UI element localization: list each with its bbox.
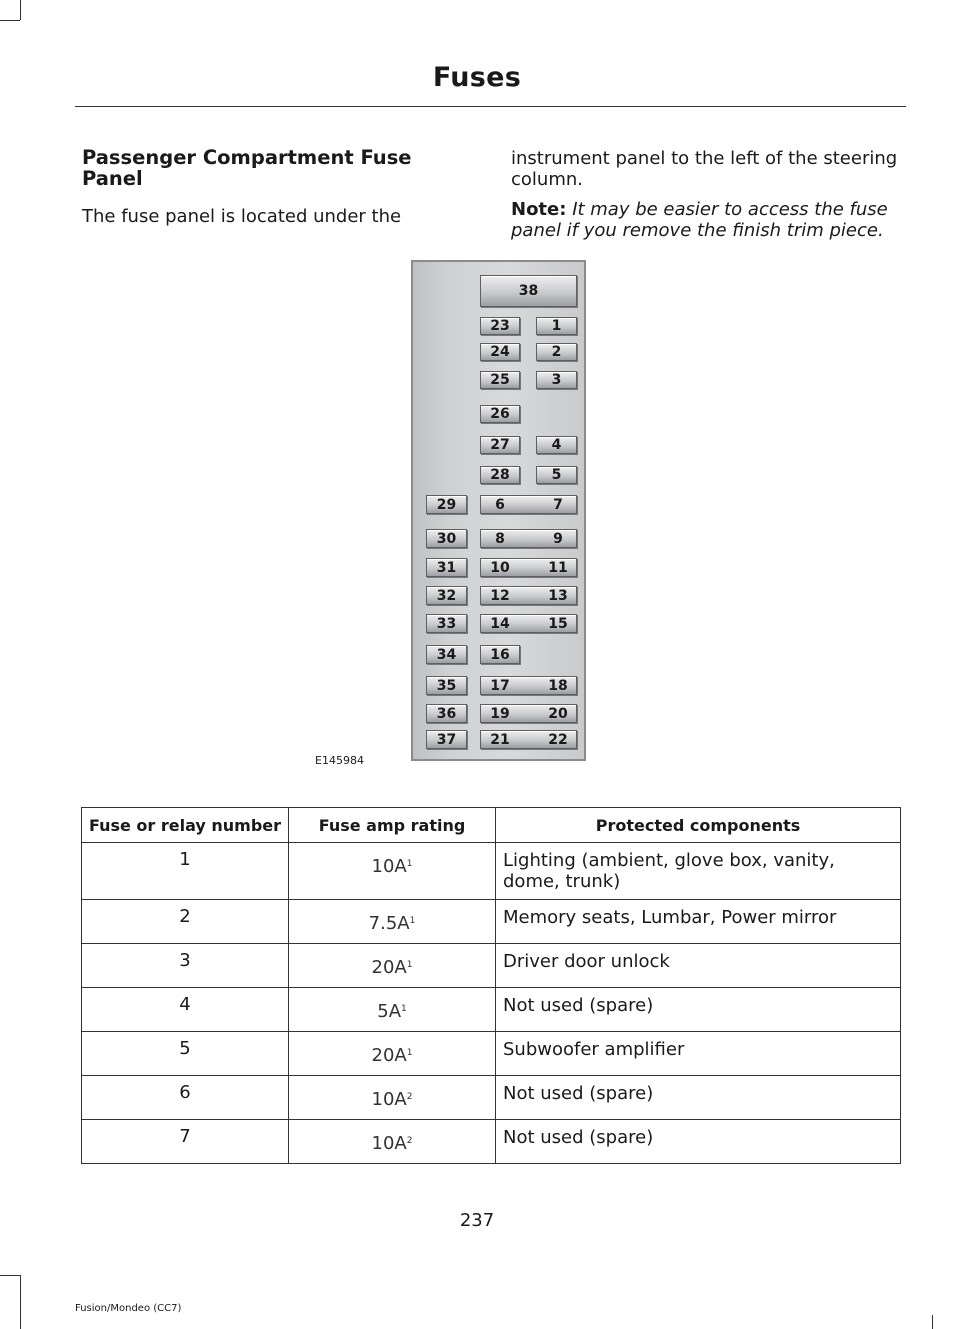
- fuse-35: 35: [426, 676, 467, 695]
- fuse-10-11: 10 11: [480, 558, 577, 577]
- fuse-rating: $5A^1$: [289, 988, 496, 1032]
- fuse-34: 34: [426, 645, 467, 664]
- fuse-27: 27: [480, 436, 520, 454]
- footnote-ref: 2: [406, 1092, 413, 1102]
- footer-model: Fusion/Mondeo (CC7): [75, 1303, 182, 1314]
- fuse-17-18: 17 18: [480, 676, 577, 695]
- intro-paragraph-right: instrument panel to the left of the steering column.: [511, 148, 898, 190]
- footnote-ref: 1: [406, 859, 413, 869]
- table-row: [82, 944, 901, 988]
- table-row: [82, 1120, 901, 1164]
- fuse-rating: $10A^2$: [289, 1120, 496, 1164]
- section-heading: Passenger Compartment Fuse Panel: [82, 146, 412, 190]
- table-row: [82, 1032, 901, 1076]
- fuse-number: 3: [82, 944, 289, 988]
- fuse-rating: $20A^1$: [289, 1032, 496, 1076]
- footnote-ref: 2: [406, 1136, 413, 1146]
- fuse-panel-diagram: [411, 260, 586, 761]
- fuse-number: 7: [82, 1120, 289, 1164]
- fuse-number: 6: [82, 1076, 289, 1120]
- fuse-33: 33: [426, 614, 467, 633]
- fuse-25: 25: [480, 371, 520, 389]
- fuse-32: 32: [426, 586, 467, 605]
- protected-components: Not used (spare): [496, 1076, 901, 1120]
- note: [511, 199, 906, 241]
- fuse-table: [81, 807, 901, 1164]
- table-row: [82, 988, 901, 1032]
- table-row: [82, 900, 901, 944]
- diagram-code: E145984: [315, 754, 364, 767]
- protected-components: Not used (spare): [496, 1120, 901, 1164]
- footnote-ref: 1: [406, 1048, 413, 1058]
- fuse-number: 5: [82, 1032, 289, 1076]
- fuse-number: 4: [82, 988, 289, 1032]
- fuse-16: 16: [480, 645, 520, 664]
- protected-components: Driver door unlock: [496, 944, 901, 988]
- fuse-rating: $7.5A^1$: [289, 900, 496, 944]
- fuse-19-20: 19 20: [480, 704, 577, 723]
- crop-mark: [0, 1275, 20, 1276]
- title-divider: [75, 106, 906, 107]
- protected-components: Lighting (ambient, glove box, vanity, dome, trunk): [496, 843, 901, 900]
- fuse-28: 28: [480, 466, 520, 484]
- fuse-rating: $20A^1$: [289, 944, 496, 988]
- intro-paragraph-left: The fuse panel is located under the: [82, 206, 402, 227]
- fuse-8-9: 8 9: [480, 529, 577, 548]
- protected-components: Not used (spare): [496, 988, 901, 1032]
- crop-mark: [20, 0, 21, 20]
- footnote-ref: 1: [409, 916, 416, 926]
- fuse-3: 3: [536, 371, 577, 389]
- fuse-31: 31: [426, 558, 467, 577]
- fuse-14-15: 14 15: [480, 614, 577, 633]
- column-header-rating: Fuse amp rating: [289, 808, 496, 843]
- crop-mark: [0, 20, 20, 21]
- fuse-12-13: 12 13: [480, 586, 577, 605]
- footnote-ref: 1: [401, 1004, 407, 1014]
- fuse-5: 5: [536, 466, 577, 484]
- fuse-rating: $10A^1$: [289, 843, 496, 900]
- fuse-36: 36: [426, 704, 467, 723]
- fuse-rating: $10A^2$: [289, 1076, 496, 1120]
- table-row: [82, 1076, 901, 1120]
- column-header-components: Protected components: [496, 808, 901, 843]
- fuse-23: 23: [480, 317, 520, 335]
- page-title: Fuses: [432, 62, 522, 93]
- fuse-30: 30: [426, 529, 467, 548]
- fuse-number: 1: [82, 843, 289, 900]
- protected-components: Subwoofer amplifier: [496, 1032, 901, 1076]
- table-row: [82, 843, 901, 900]
- note-label: Note:: [511, 199, 567, 220]
- fuse-29: 29: [426, 495, 467, 514]
- footnote-ref: 1: [406, 960, 413, 970]
- protected-components: Memory seats, Lumbar, Power mirror: [496, 900, 901, 944]
- page-number: 237: [459, 1210, 495, 1231]
- note-text: It may be easier to access the fuse panel if you remove the finish trim piece.: [511, 199, 888, 241]
- table-header-row: [82, 808, 901, 843]
- fuse-2: 2: [536, 343, 577, 361]
- fuse-number: 2: [82, 900, 289, 944]
- fuse-21-22: 21 22: [480, 730, 577, 749]
- crop-mark: [20, 1275, 21, 1329]
- fuse-38: 38: [480, 275, 577, 307]
- fuse-6-7: 6 7: [480, 495, 577, 514]
- fuse-26: 26: [480, 405, 520, 423]
- fuse-37: 37: [426, 730, 467, 749]
- fuse-1: 1: [536, 317, 577, 335]
- fuse-4: 4: [536, 436, 577, 454]
- column-header-number: Fuse or relay number: [82, 808, 289, 843]
- fuse-24: 24: [480, 343, 520, 361]
- crop-mark: [932, 1315, 933, 1329]
